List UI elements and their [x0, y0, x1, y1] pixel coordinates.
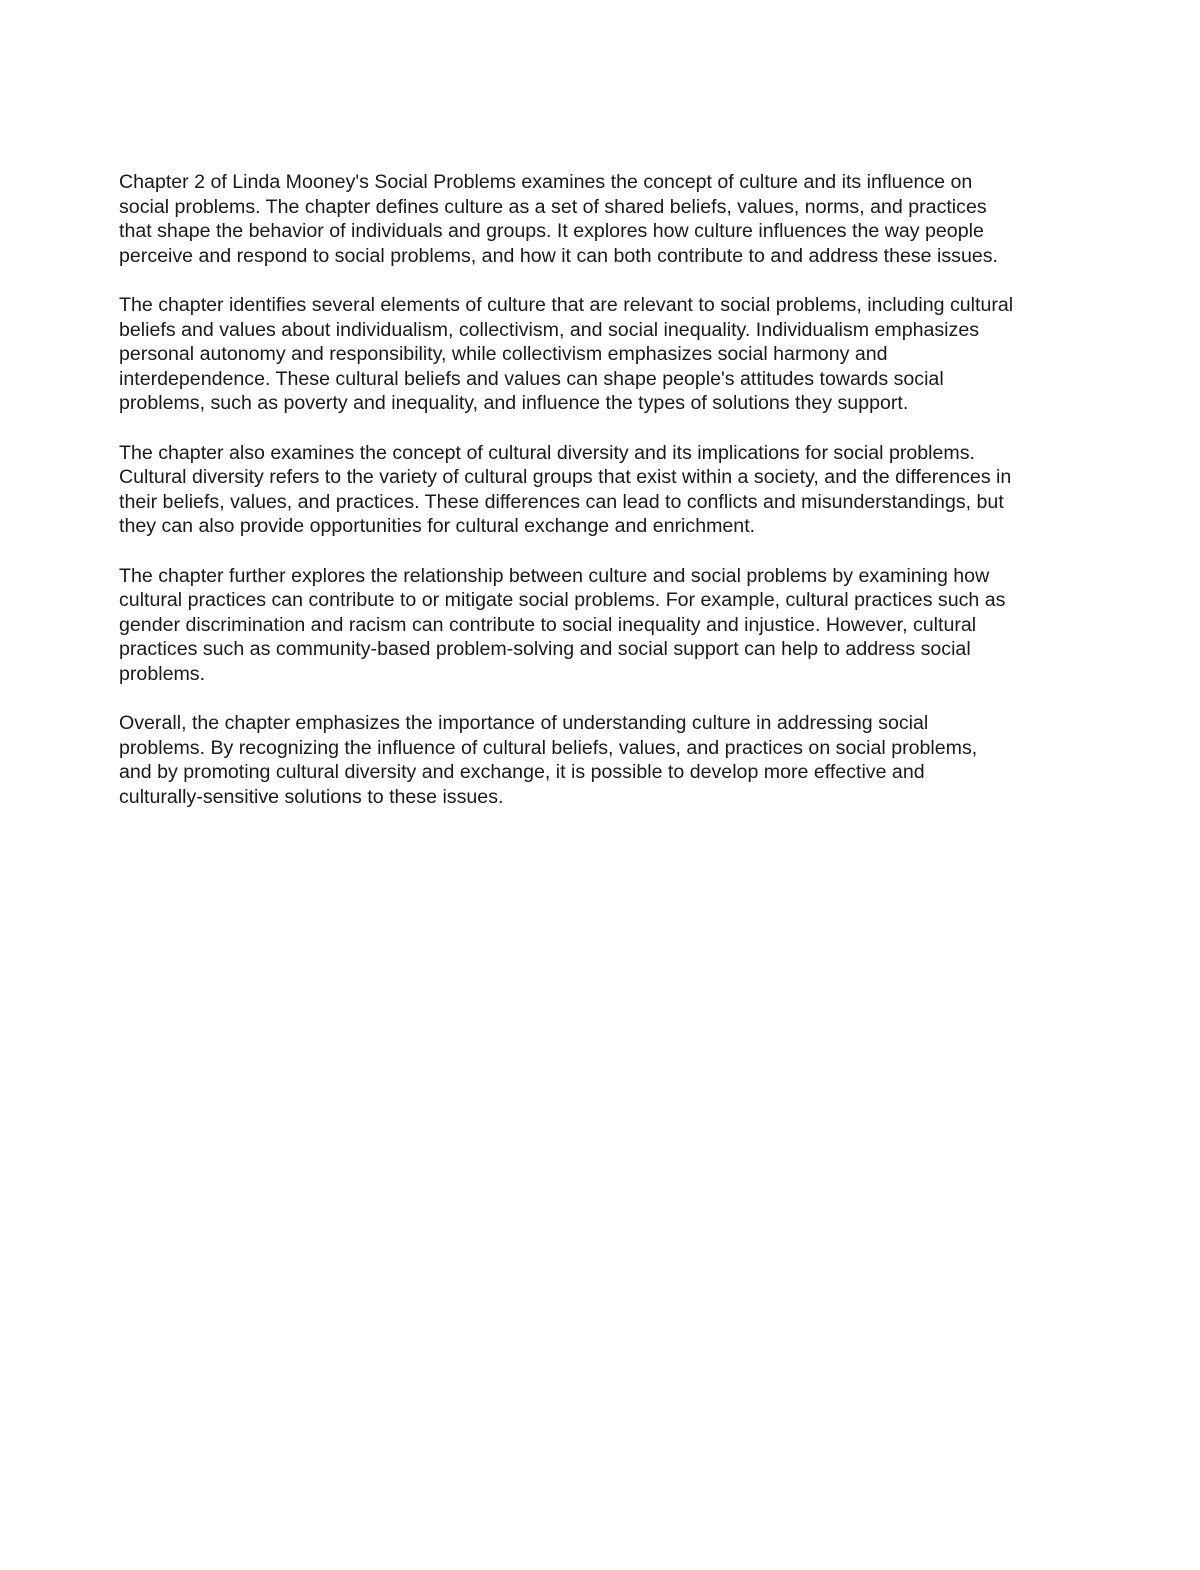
text-line: personal autonomy and responsibility, while collectivism emphasizes social harmony and — [119, 343, 888, 366]
text-line: they can also provide opportunities for cultural exchange and enrichment. — [119, 515, 756, 538]
text-line: Cultural diversity refers to the variety of cultural groups that exist within a society, and the differences in — [119, 466, 1012, 489]
paragraph-3 — [119, 441, 1089, 539]
text-line: social problems. The chapter defines culture as a set of shared beliefs, values, norms, and practices — [119, 195, 987, 218]
text-line: problems. By recognizing the influence of cultural beliefs, values, and practices on social problems, — [119, 736, 978, 759]
text-line: The chapter identifies several elements of culture that are relevant to social problems, including cultural — [119, 293, 1014, 316]
paragraph-2 — [119, 293, 1089, 416]
text-line: interdependence. These cultural beliefs and values can shape people's attitudes towards social — [119, 367, 944, 390]
text-line: problems, such as poverty and inequality, and influence the types of solutions they support. — [119, 392, 909, 415]
text-line: cultural practices can contribute to or mitigate social problems. For example, cultural practices such as — [119, 589, 1006, 612]
text-line: Overall, the chapter emphasizes the importance of understanding culture in addressing social — [119, 712, 929, 735]
text-line: and by promoting cultural diversity and exchange, it is possible to develop more effective and — [119, 761, 925, 784]
text-line: Chapter 2 of Linda Mooney's Social Problems examines the concept of culture and its influence on — [119, 171, 973, 193]
text-line: perceive and respond to social problems, and how it can both contribute to and address these issues. — [119, 244, 998, 267]
text-line: their beliefs, values, and practices. These differences can lead to conflicts and misunderstandings, but — [119, 490, 1004, 513]
document-body — [119, 170, 1089, 834]
text-line: problems. — [119, 662, 206, 685]
paragraph-4 — [119, 564, 1089, 687]
text-line: The chapter further explores the relationship between culture and social problems by examining how — [119, 564, 990, 587]
text-line: culturally-sensitive solutions to these issues. — [119, 785, 504, 808]
paragraph-1 — [119, 170, 1089, 268]
text-line: The chapter also examines the concept of cultural diversity and its implications for social problems. — [119, 441, 975, 464]
paragraph-5 — [119, 711, 1089, 809]
text-line: practices such as community-based problem-solving and social support can help to address social — [119, 638, 971, 661]
text-line: that shape the behavior of individuals and groups. It explores how culture influences the way people — [119, 220, 984, 243]
text-line: beliefs and values about individualism, collectivism, and social inequality. Individualism emphasizes — [119, 318, 980, 341]
text-line: gender discrimination and racism can contribute to social inequality and injustice. However, cultural — [119, 613, 977, 636]
